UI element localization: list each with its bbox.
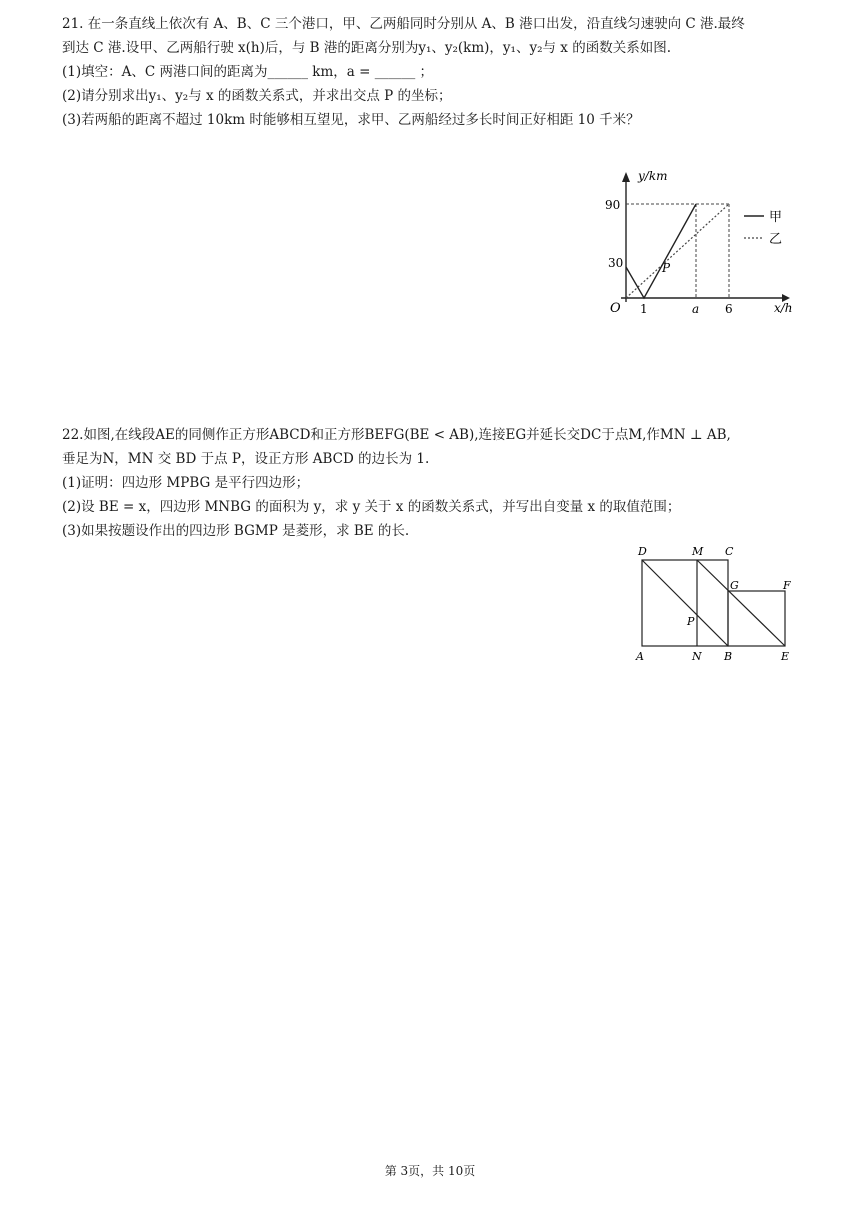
question-22-line-4: (2)设 BE = x，四边形 MNBG 的面积为 y，求 y 关于 x 的函数关系式，并写出自变量 x 的取值范围； — [62, 499, 681, 515]
series-yi-line — [626, 204, 729, 298]
x-tick-a: a — [692, 302, 700, 316]
question-22-line-1: 22.如图,在线段AE的同侧作正方形ABCD和正方形BEFG(BE < AB),连接EG并延长交DC于点M,作MN ⊥ AB, — [62, 427, 731, 443]
x-tick-1: 1 — [640, 302, 648, 316]
question-21-line-4: (2)请分别求出y₁、y₂与 x 的函数关系式，并求出交点 P 的坐标； — [62, 88, 452, 104]
question-21-line-2: 到达 C 港.设甲、乙两船行驶 x(h)后，与 B 港的距离分别为y₁、y₂(km)，y₁、y₂与 x 的函数关系如图. — [62, 40, 671, 56]
x-axis-label: x/h — [774, 301, 793, 315]
label-m: M — [692, 545, 704, 558]
question-21-line-1: 21. 在一条直线上依次有 A、B、C 三个港口，甲、乙两船同时分别从 A、B 港口出发，沿直线匀速驶向 C 港.最终 — [62, 16, 745, 32]
y-axis-arrow-icon — [622, 172, 630, 182]
question-22-line-3: (1)证明：四边形 MPBG 是平行四边形； — [62, 475, 310, 491]
question-22 — [62, 423, 802, 543]
label-n: N — [692, 650, 702, 663]
question-22-line-2: 垂足为N，MN 交 BD 于点 P，设正方形 ABCD 的边长为 1. — [62, 451, 430, 467]
legend-yi-label: 乙 — [769, 232, 783, 247]
y-tick-30: 30 — [608, 256, 624, 270]
question-21-line-5: (3)若两船的距离不超过 10km 时能够相互望见，求甲、乙两船经过多长时间正好相距 10 千米？ — [62, 112, 640, 128]
y-axis-label: y/km — [638, 169, 668, 183]
figure-svg — [632, 540, 802, 668]
question-21 — [62, 12, 802, 132]
label-e: E — [781, 650, 790, 663]
point-p-label: P — [662, 261, 671, 275]
label-p: P — [687, 615, 695, 628]
line-em — [697, 560, 785, 646]
x-tick-6: 6 — [725, 302, 733, 316]
label-d: D — [638, 545, 647, 558]
origin-label: O — [610, 301, 621, 316]
diagonal-bd — [642, 560, 728, 646]
page-footer: 第 3页，共 10页 — [384, 1164, 476, 1178]
question-21-graph — [604, 166, 814, 316]
question-21-line-3: (1)填空：A、C 两港口间的距离为______ km，a = ______ ； — [62, 64, 433, 80]
label-f: F — [783, 579, 791, 592]
label-c: C — [725, 545, 734, 558]
question-22-figure — [632, 540, 802, 668]
graph-svg — [604, 166, 814, 316]
label-a: A — [636, 650, 644, 663]
series-jia-line — [626, 204, 696, 298]
label-b: B — [724, 650, 733, 663]
legend-jia-label: 甲 — [769, 210, 783, 225]
label-g: G — [730, 579, 739, 592]
y-tick-90: 90 — [605, 198, 621, 212]
question-22-line-5: (3)如果按题设作出的四边形 BGMP 是菱形，求 BE 的长. — [62, 523, 410, 539]
